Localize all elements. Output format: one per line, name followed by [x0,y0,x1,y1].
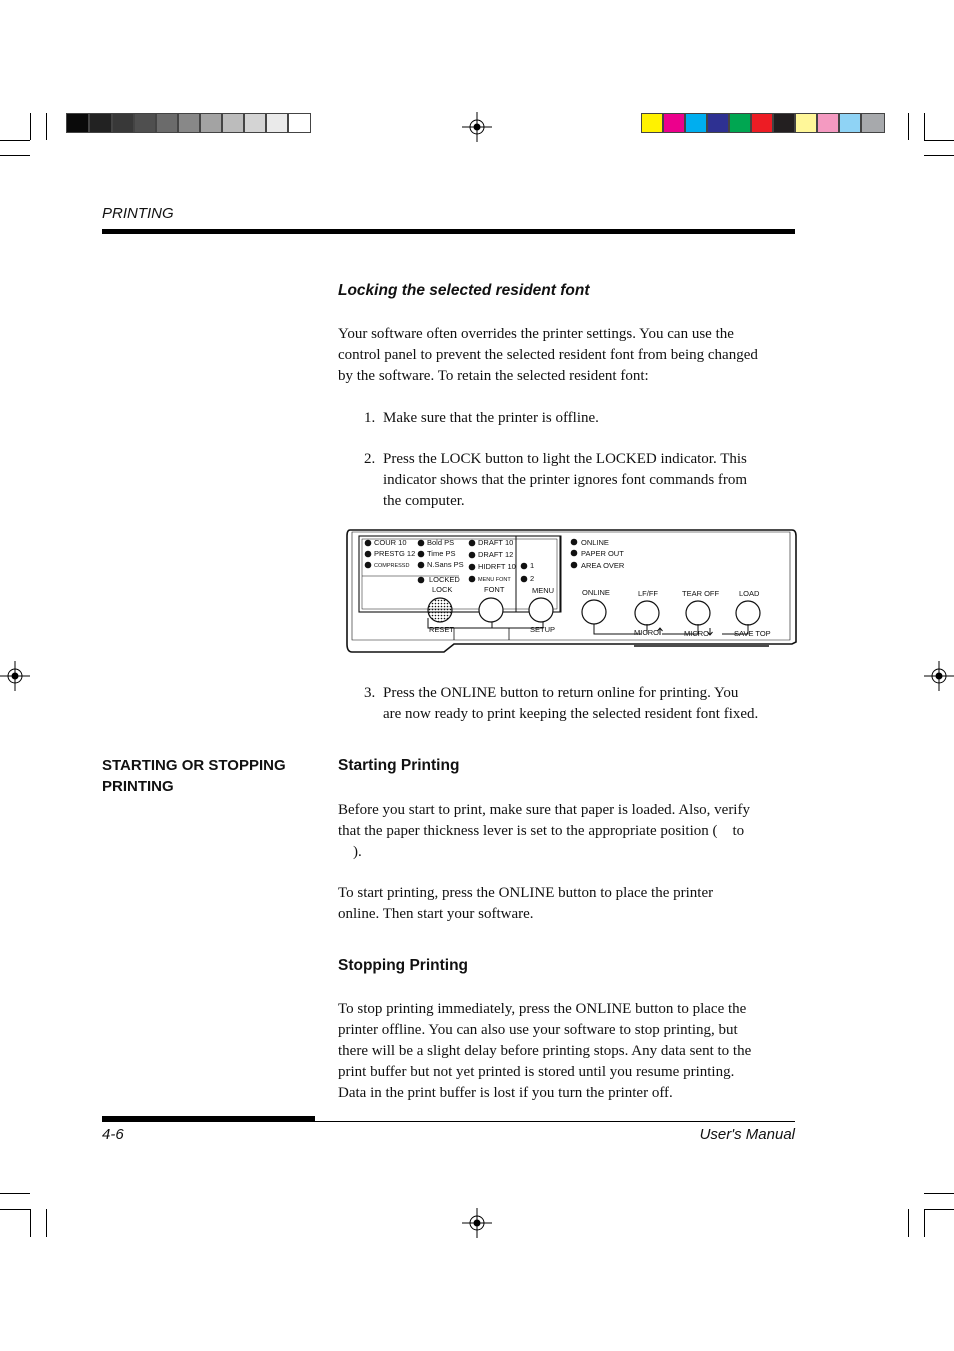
button-label-lfff: LF/FF [638,589,658,598]
color-swatch [839,113,861,133]
indicator-label: 2 [530,574,535,583]
button-label-lock: LOCK [432,585,453,594]
lock-button[interactable] [428,598,452,622]
button-label-font: FONT [484,585,505,594]
button-label-menu: MENU [532,586,555,595]
locked-indicator-label: LOCKED [429,575,460,584]
indicator-label: DRAFT 12 [478,550,514,559]
button-label-micro-down: MICRO [684,629,709,638]
indicator-label: Bold PS [427,538,455,547]
status-indicators [571,538,625,570]
font-indicators-col2 [418,538,464,584]
color-swatch [795,113,817,133]
color-swatch [773,113,795,133]
footer-rule-thin [315,1121,795,1122]
starting-para-2: To start printing, press the ONLINE button to place the printer online. Then start your software. [338,885,714,922]
font-button[interactable] [479,598,503,622]
gray-swatch [156,113,178,133]
registration-target-icon [924,661,954,691]
color-swatch [663,113,685,133]
footer-title: User's Manual [699,1126,795,1143]
footer-rule-thick [102,1116,315,1122]
indicator-label: 1 [530,561,535,570]
button-label-micro-up: MICRO [634,628,659,637]
indicator-label: HIDRFT 10 [478,562,516,571]
gray-swatch [89,113,112,133]
color-swatch [685,113,707,133]
section-heading-locking: Locking the selected resident font [338,282,590,299]
section-heading-starting: Starting Printing [338,757,460,774]
color-swatch [729,113,751,133]
gray-swatch [222,113,244,133]
online-button[interactable] [582,600,606,624]
indicator-label: COMPRESSD [374,563,410,569]
button-label-reset: RESET [429,625,455,634]
status-label: AREA OVER [581,561,625,570]
header-rule [102,229,795,234]
lfff-button[interactable] [635,601,659,625]
status-label: ONLINE [581,538,609,547]
indicator-label: COUR 10 [374,538,407,547]
step-1: 1. Make sure that the printer is offline. [364,408,804,429]
indicator-label: DRAFT 10 [478,538,514,547]
indicator-label: Time PS [427,549,456,558]
gray-swatch [244,113,266,133]
registration-target-icon [0,661,30,691]
button-label-setup: SETUP [530,625,556,634]
step-3: 3. Press the ONLINE button to return online for printing. You are now ready to print keeping the selected resident font fixed. [364,685,759,722]
status-label: PAPER OUT [581,549,624,558]
gray-swatch [200,113,222,133]
button-label-load: LOAD [739,589,760,598]
menu-indicators [521,561,534,583]
running-header: PRINTING [102,205,174,222]
color-swatch [641,113,663,133]
gray-swatch [112,113,134,133]
step-number: 1. [364,410,376,426]
indicator-label: N.Sans PS [427,560,464,569]
stopping-para: To stop printing immediately, press the ONLINE button to place the printer offline. You can also use your software to stop printing, but there will be a slight delay before printing stops. Any data sent to the print buffer but not yet printed is stored until you resume printing. Data in the print buffer is lost if you turn the printer off. [338,1001,752,1101]
section-heading-stopping: Stopping Printing [338,957,469,974]
gray-swatch [266,113,288,133]
font-indicators-col1 [365,538,416,569]
step-2: 2. Press the LOCK button to light the LOCKED indicator. This indicator shows that the printer ignores font commands from the computer. [364,451,748,509]
locking-intro: Your software often overrides the printer settings. You can use the control panel to prevent the selected resident font from being changed by the software. To retain the selected resident font: [338,326,758,384]
gray-swatch [66,113,89,133]
font-indicators-col3 [469,538,516,583]
load-button[interactable] [736,601,760,625]
button-label-tear-off: TEAR OFF [682,589,720,598]
gray-swatch [288,113,311,133]
color-swatch [817,113,839,133]
tear-off-button[interactable] [686,601,710,625]
menu-font-label: MENU FONT [478,577,511,583]
side-heading: STARTING OR STOPPING PRINTING [102,757,286,795]
registration-target-icon [462,112,492,142]
color-swatch [707,113,729,133]
button-label-online: ONLINE [582,588,610,597]
button-label-save-top: SAVE TOP [734,629,771,638]
gray-swatch [134,113,156,133]
starting-para-1: Before you start to print, make sure that paper is loaded. Also, verify that the paper thickness lever is set to the appropriate position ( to ). [338,802,750,860]
menu-button[interactable] [529,598,553,622]
control-panel-diagram [344,524,798,660]
step-number: 2. [364,451,376,467]
color-swatch [751,113,773,133]
step-number: 3. [364,685,376,701]
indicator-label: PRESTG 12 [374,549,416,558]
registration-target-icon [462,1208,492,1238]
color-swatch [861,113,885,133]
gray-swatch [178,113,200,133]
page-number: 4-6 [102,1126,124,1143]
